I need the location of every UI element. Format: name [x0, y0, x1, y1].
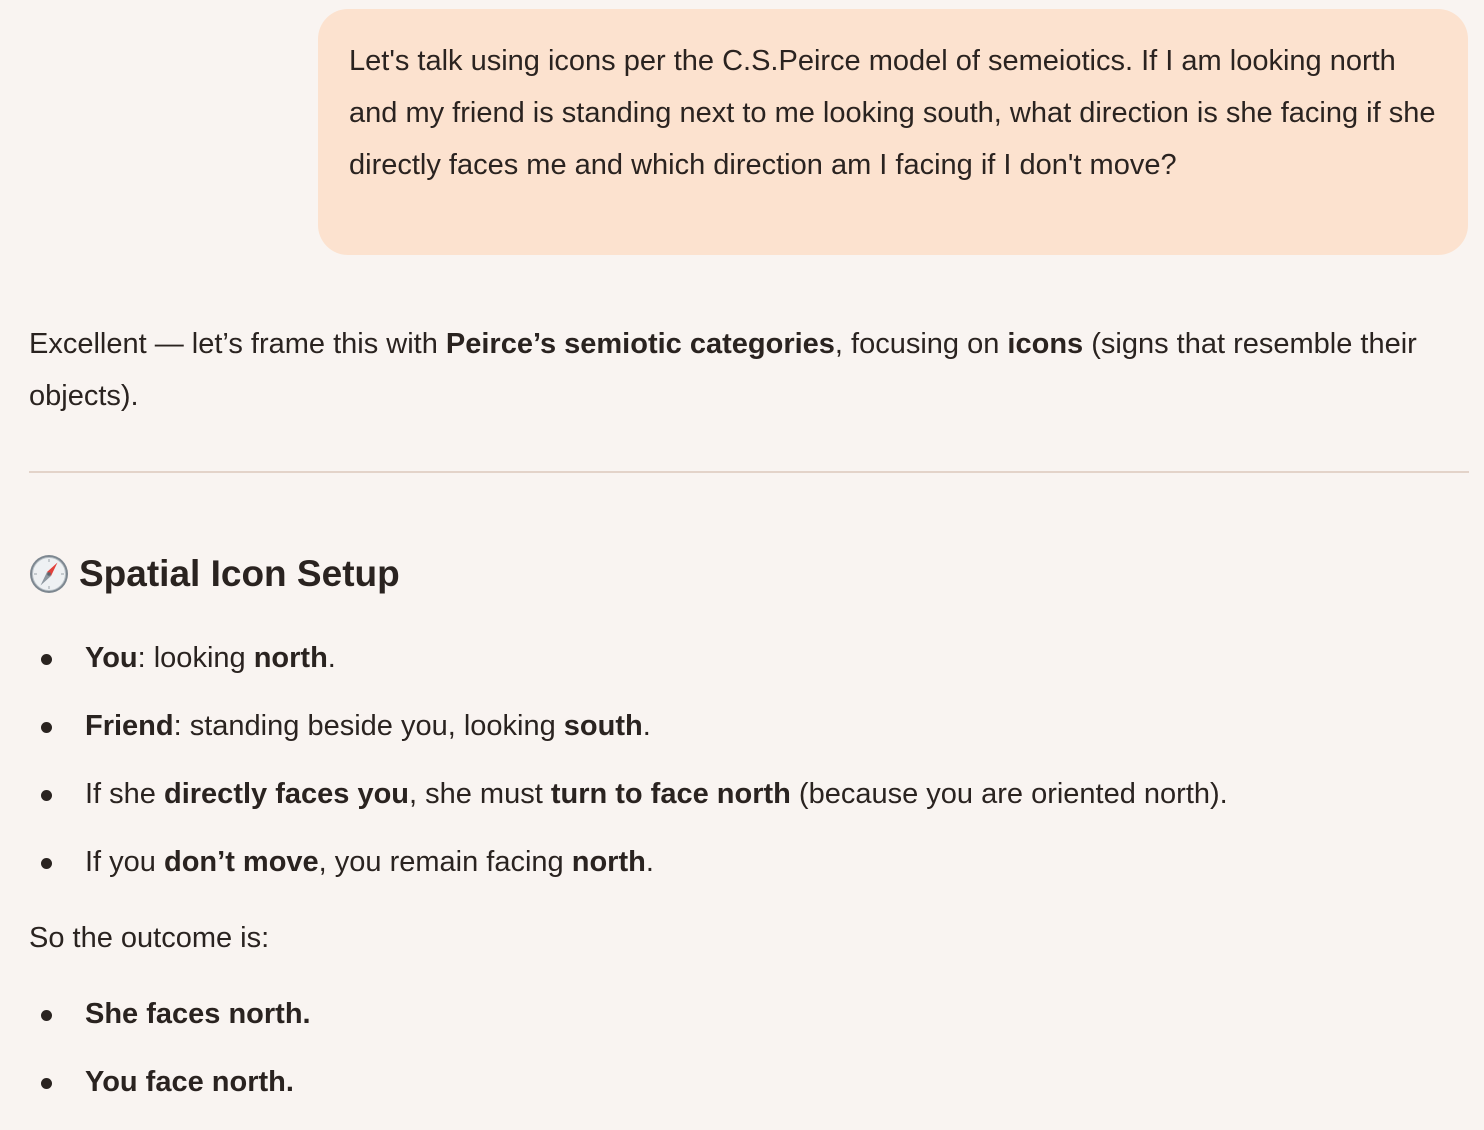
bold-text: She faces north. — [85, 998, 311, 1030]
outcome-label: So the outcome is: — [29, 922, 270, 954]
intro-text: (signs that resemble their objects). — [29, 328, 1417, 412]
bold-text: directly faces you — [164, 778, 409, 810]
item-text: : standing beside you, looking — [173, 710, 564, 742]
intro-bold: icons — [1007, 328, 1084, 360]
bold-text: don’t move — [164, 846, 319, 878]
bold-text: north — [253, 642, 328, 674]
user-message-bubble — [318, 9, 1468, 255]
bold-text: You face north. — [85, 1066, 294, 1098]
bold-text: north — [571, 846, 646, 878]
item-text: . — [642, 710, 651, 742]
list-item — [29, 1062, 1469, 1130]
setup-list — [29, 638, 1469, 910]
list-item — [29, 842, 1469, 910]
user-message-text: Let's talk using icons per the C.S.Peirce model of semeiotics. If I am looking north and my friend is standing next to me looking south, what direction is she facing if she directly faces me and which direction am I facing if I don't move? — [349, 45, 1436, 181]
assistant-message — [29, 318, 1469, 1098]
item-text: If you — [85, 846, 164, 878]
item-text: : looking — [137, 642, 254, 674]
item-text: , you remain facing — [318, 846, 572, 878]
intro-text: , focusing on — [834, 328, 1008, 360]
section-divider — [29, 471, 1469, 473]
item-text: If she — [85, 778, 164, 810]
intro-bold: Peirce’s semiotic categories — [445, 328, 835, 360]
item-text: . — [645, 846, 654, 878]
item-text: , she must — [409, 778, 551, 810]
compass-icon — [29, 554, 69, 594]
bold-text: Friend — [85, 710, 174, 742]
intro-text: Excellent — let’s frame this with — [29, 328, 446, 360]
list-item — [29, 994, 1469, 1062]
section-heading — [29, 546, 400, 602]
assistant-intro — [29, 318, 1469, 422]
section-heading-text: Spatial Icon Setup — [79, 553, 400, 594]
item-text: (because you are oriented north). — [790, 778, 1228, 810]
item-text: . — [327, 642, 336, 674]
bold-text: You — [85, 642, 138, 674]
list-item — [29, 638, 1469, 706]
list-item — [29, 706, 1469, 774]
outcome-list — [29, 994, 1469, 1130]
bold-text: turn to face north — [550, 778, 791, 810]
bold-text: south — [563, 710, 643, 742]
list-item — [29, 774, 1469, 842]
